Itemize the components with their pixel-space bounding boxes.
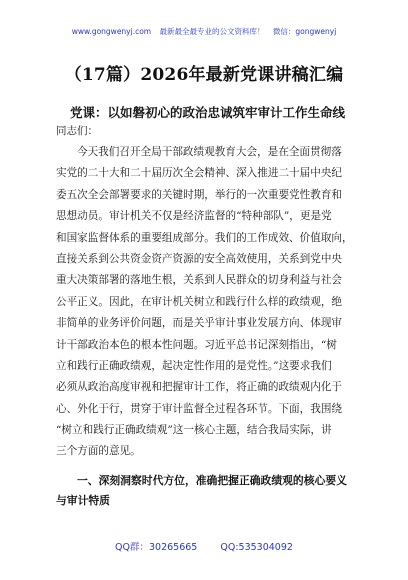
- footer-qq-group: QQ群：30265665: [115, 542, 198, 553]
- body-paragraph: [56, 142, 361, 463]
- salutation: 同志们：: [56, 125, 98, 137]
- body-line: “树立和践行正确政绩观”这一核心主题，结合我局实际，讲: [56, 424, 332, 437]
- document-title: （17篇）2026年最新党课讲稿汇编: [64, 65, 344, 85]
- page-header: [0, 26, 408, 37]
- section-heading: [56, 471, 366, 511]
- body-line: 三个方面的意见。: [56, 445, 141, 458]
- body-line: 和国家监督体系的重要组成部分。我们的工作成效、价值取向，: [56, 231, 353, 244]
- body-line: 重大决策部署的落地生根，关系到人民群众的切身利益与社会: [56, 274, 343, 287]
- body-line: 必须从政治高度审视和把握审计工作，将正确的政绩观内化于: [56, 381, 343, 394]
- body-line: 实党的二十大和二十届历次全会精神、深入推进二十届中央纪: [56, 167, 343, 180]
- document-subtitle: 党课：以如磐初心的政治忠诚筑牢审计工作生命线: [70, 105, 346, 120]
- body-line: 计干部政治本色的根本性问题。习近平总书记深刻指出，“树: [56, 338, 337, 351]
- header-slogan: 最新最全最专业的公文资料库！: [159, 27, 265, 36]
- body-line: 今天我们召开全局干部政绩观教育大会，是在全面贯彻落: [77, 146, 342, 158]
- body-line: 立和践行正确政绩观，起决定性作用的是党性。”这要求我们: [56, 359, 332, 372]
- body-line: 公平正义。因此，在审计机关树立和践行什么样的政绩观，绝: [56, 295, 343, 308]
- body-line: 思想动员。审计机关不仅是经济监督的“特种部队”，更是党: [56, 210, 332, 223]
- page-footer: [0, 539, 408, 553]
- body-line: 心、外化于行，贯穿于审计监督全过程各环节。下面，我围绕: [56, 402, 343, 415]
- body-line: 直接关系到公共资金资产资源的安全高效使用，关系到党中央: [56, 252, 343, 265]
- section-heading-line: 与审计特质: [56, 494, 110, 507]
- body-line: 非简单的业务评价问题，而是关乎审计事业发展方向、体现审: [56, 317, 343, 330]
- body-line: 委五次全会部署要求的关键时期，举行的一次重要党性教育和: [56, 188, 343, 201]
- header-website-link[interactable]: www.gongwenyj.com: [71, 27, 152, 36]
- header-wechat: 微信：gongwenyj: [272, 27, 337, 36]
- section-heading-line: 一、深刻洞察时代方位，准确把握正确政绩观的核心要义: [77, 474, 347, 487]
- footer-qq-contact: QQ:535304092: [220, 542, 293, 553]
